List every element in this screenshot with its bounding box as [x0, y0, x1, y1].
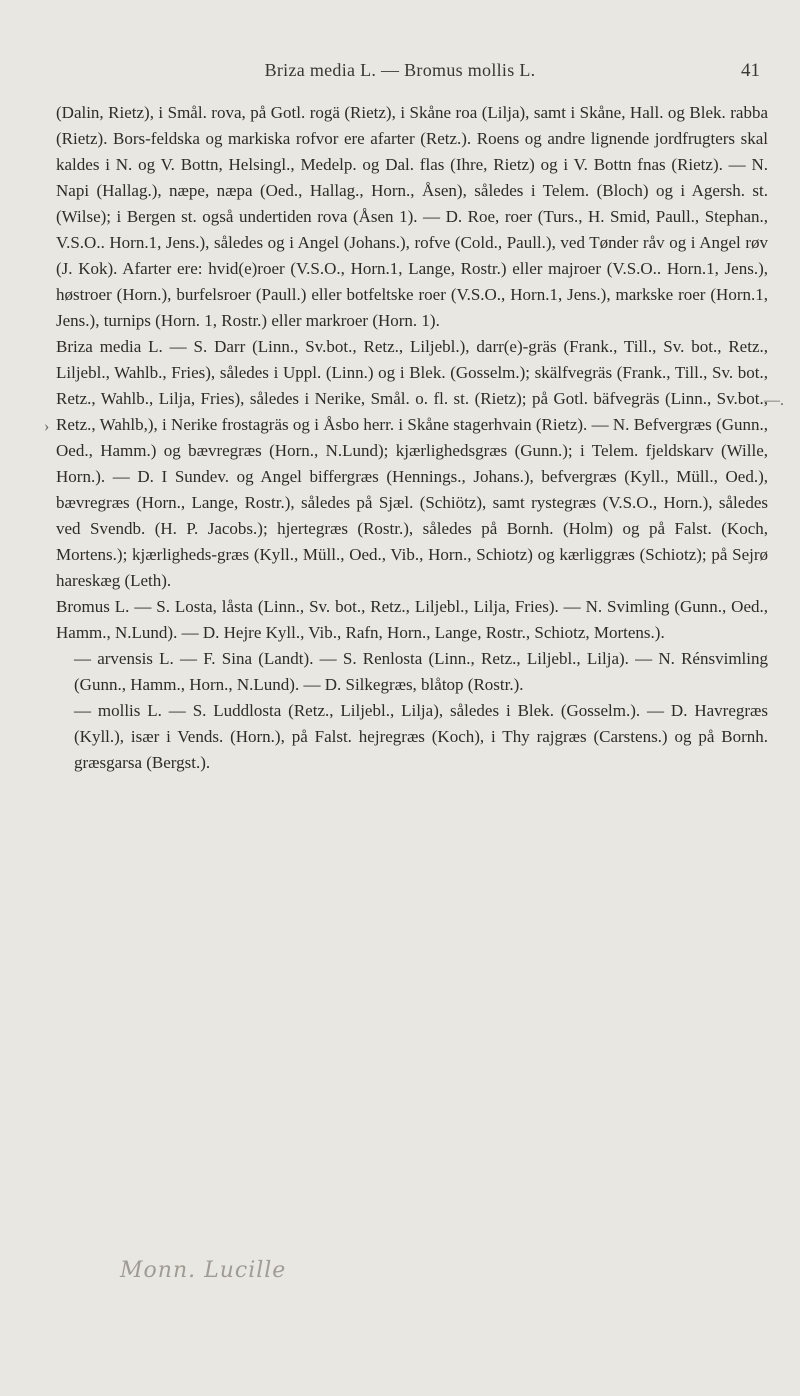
- paragraph-rova: (Dalin, Rietz), i Smål. rova, på Gotl. rogä (Rietz), i Skåne roa (Lilja), samt i Skåne, Hall. og Blek. rabba (Rietz). Bors-feldska og markiska rofvor ere afarter (Retz.). Roens og andre lignende jordfrugters skal kaldes i N. og V. Bottn, Helsingl., Medelp. og Dal. flas (Ihre, Rietz) og i V. Bottn fnas (Rietz). — N. Napi (Hallag.), næpe, næpa (Oed., Hallag., Horn., Åsen), således i Telem. (Bloch) og i Agersh. st. (Wilse); i Bergen st. også undertiden rova (Åsen 1). — D. Roe, roer (Turs., H. Smid, Paull., Stephan., V.S.O.. Horn.1, Jens.), således og i Angel (Johans.), rofve (Cold., Paull.), ved Tønder råv og i Angel røv (J. Kok). Afarter ere: hvid(e)roer (V.S.O., Horn.1, Lange, Rostr.) eller majroer (V.S.O.. Horn.1, Jens.), høstroer (Horn.), burfelsroer (Paull.) eller botfeltske roer (V.S.O., Horn.1, Jens.), markske roer (Horn.1, Jens.), turnips (Horn. 1, Rostr.) eller markroer (Horn. 1).: [56, 103, 768, 330]
- paragraph-bromus-mollis: — mollis L. — S. Luddlosta (Retz., Liljebl., Lilja), således i Blek. (Gosselm.). — D. Havregræs (Kyll.), især i Vends. (Horn.), på Falst. hejregræs (Koch), i Thy rajgræs (Carstens.) og på Bornh. græsgarsa (Bergst.).: [74, 701, 768, 772]
- handwritten-annotation: Monn. Lucille: [120, 1258, 287, 1283]
- body-text: [56, 100, 768, 776]
- page-number: 41: [741, 60, 760, 81]
- margin-dash-mark: —.: [764, 392, 784, 409]
- margin-check-mark: ›: [44, 418, 50, 435]
- paragraph-bromus: Bromus L. — S. Losta, låsta (Linn., Sv. bot., Retz., Liljebl., Lilja, Fries). — N. Svimling (Gunn., Oed., Hamm., N.Lund). — D. Hejre Kyll., Vib., Rafn, Horn., Lange, Rostr., Schiotz, Mortens.).: [56, 597, 768, 642]
- paragraph-bromus-arvensis: — arvensis L. — F. Sina (Landt). — S. Renlosta (Linn., Retz., Liljebl., Lilja). — N. Rénsvimling (Gunn., Hamm., Horn., N.Lund). — D. Silkegræs, blåtop (Rostr.).: [74, 649, 768, 694]
- paragraph-briza-media: Briza media L. — S. Darr (Linn., Sv.bot., Retz., Liljebl.), darr(e)-gräs (Frank., Till., Sv. bot., Retz., Liljebl., Wahlb., Fries), således i Uppl. (Linn.) og i Blek. (Gosselm.); skälfvegräs (Frank., Till., Sv. bot., Retz., Wahlb., Lilja, Fries), således i Nerike, Smål. o. fl. st. (Rietz); på Gotl. bäfvegräs (Linn., Sv.bot., Retz., Wahlb,), i Nerike frostagräs og i Åsbo herr. i Skåne stagerhvain (Rietz). — N. Befvergræs (Gunn., Oed., Hamm.) og bævregræs (Horn., N.Lund); kjærlighedsgræs (Gunn.); i Telem. fjeldskarv (Wille, Horn.). — D. I Sundev. og Angel biffergræs (Hennings., Johans.), befvergræs (Kyll., Müll., Oed.), bævregræs (Horn., Lange, Rostr.), således på Sjæl. (Schiötz), samt rystegræs (V.S.O., Horn.), således ved Svendb. (H. P. Jacobs.); hjertegræs (Rostr.), således på Bornh. (Holm) og på Falst. (Koch, Mortens.); kjærligheds-græs (Kyll., Müll., Oed., Vib., Horn., Schiotz) og kærliggræs (Schiotz); på Sejrø hareskæg (Leth).: [56, 337, 768, 590]
- running-title: Briza media L. — Bromus mollis L.: [264, 60, 536, 80]
